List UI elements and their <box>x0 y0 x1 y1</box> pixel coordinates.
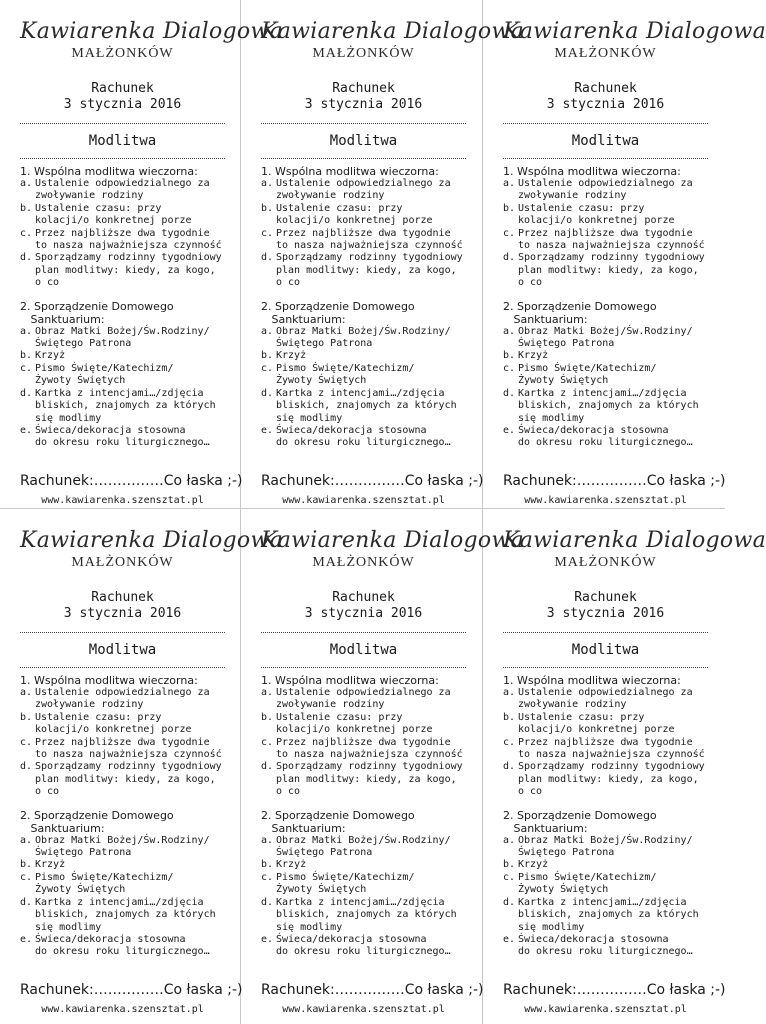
list-item <box>261 228 466 253</box>
list-item-text: Obraz Matki Bożej/Św.Rodziny/ Świętego Patrona <box>518 834 693 859</box>
list-item-text: Świeca/dekoracja stosowna do okresu roku liturgicznego… <box>276 424 451 449</box>
footer-payment-line: Rachunek:……………Co łaska ;-) <box>503 981 726 998</box>
list-item-marker: d. <box>503 252 516 264</box>
logo-script-text: Kawiarenka Dialogowa <box>261 528 525 553</box>
list-item-marker: a. <box>261 325 274 337</box>
logo <box>503 18 766 68</box>
list-item-marker: e. <box>20 933 33 945</box>
prayer-group-1 <box>503 165 708 290</box>
logo-subtitle: MAŁŻONKÓW <box>71 555 174 570</box>
list-item-marker: a. <box>503 325 516 337</box>
list-item-marker: e. <box>503 933 516 945</box>
list-item-marker: d. <box>503 896 516 908</box>
list-item-marker: a. <box>261 687 274 698</box>
prayer-group-2 <box>261 300 466 450</box>
dotted-divider <box>503 158 708 159</box>
receipt-heading: Rachunek <box>574 81 637 96</box>
logo-subtitle: MAŁŻONKÓW <box>554 555 657 570</box>
list-item-marker: c. <box>20 736 33 748</box>
list-item-text: Pismo Święte/Katechizm/ Żywoty Świętych <box>518 871 657 896</box>
group-2-list <box>503 326 708 450</box>
list-item <box>261 178 466 203</box>
list-item-text: Sporządzamy rodzinny tygodniowy plan modlitwy: kiedy, za kogo, o co <box>35 761 222 798</box>
list-item-marker: d. <box>261 252 274 264</box>
receipt-card <box>483 509 766 1024</box>
section-title: Modlitwa <box>571 642 640 658</box>
list-item <box>261 737 466 762</box>
section-title: Modlitwa <box>329 133 398 149</box>
list-item-marker: b. <box>20 859 33 871</box>
list-item-text: Kartka z intencjami…/zdjęcia bliskich, znajomych za których się modlimy <box>35 896 216 933</box>
list-item-marker: c. <box>503 736 516 748</box>
list-item <box>503 252 708 289</box>
prayer-group-2 <box>20 809 225 959</box>
group-2-list <box>261 835 466 959</box>
list-item <box>261 252 466 289</box>
list-item-text: Sporządzamy rodzinny tygodniowy plan modlitwy: kiedy, za kogo, o co <box>276 761 463 798</box>
prayer-group-1 <box>261 674 466 799</box>
list-item-marker: c. <box>20 871 33 883</box>
receipt-card <box>241 0 525 509</box>
footer-payment-line: Rachunek:……………Co łaska ;-) <box>261 472 484 489</box>
list-item <box>503 835 708 860</box>
list-item <box>20 897 225 934</box>
receipt-heading: Rachunek <box>574 590 637 605</box>
list-item-marker: c. <box>20 362 33 374</box>
list-item <box>261 897 466 934</box>
list-item-text: Sporządzamy rodzinny tygodniowy plan modlitwy: kiedy, za kogo, o co <box>518 761 705 798</box>
list-item-text: Przez najbliższe dwa tygodnie to nasza najważniejsza czynność <box>35 736 222 761</box>
list-item-text: Kartka z intencjami…/zdjęcia bliskich, znajomych za których się modlimy <box>276 896 457 933</box>
list-item-marker: c. <box>503 871 516 883</box>
receipt-heading: Rachunek <box>91 590 154 605</box>
dotted-divider <box>261 123 466 124</box>
receipt-content <box>20 527 284 1015</box>
list-item <box>261 859 466 871</box>
list-item-text: Ustalenie czasu: przy kolacji/o konkretnej porze <box>35 202 192 227</box>
group-2-list <box>20 835 225 959</box>
group-1-list <box>503 178 708 290</box>
list-item-marker: d. <box>20 896 33 908</box>
list-item-text: Krzyż <box>35 859 66 871</box>
list-item-text: Świeca/dekoracja stosowna do okresu roku liturgicznego… <box>35 424 210 449</box>
group-2-list <box>261 326 466 450</box>
list-item-text: Ustalenie odpowiedzialnego za zwoływanie rodziny <box>518 178 693 202</box>
list-item-marker: b. <box>503 859 516 871</box>
list-item-text: Ustalenie czasu: przy kolacji/o konkretnej porze <box>518 202 675 227</box>
group-1-title: 1. Wspólna modlitwa wieczorna: <box>261 674 439 687</box>
logo-script-text: Kawiarenka Dialogowa <box>20 528 284 553</box>
receipt-header <box>261 81 466 113</box>
receipt-date: 3 stycznia 2016 <box>63 97 182 112</box>
list-item <box>20 228 225 253</box>
footer-url: www.kawiarenka.szensztat.pl <box>282 1003 445 1015</box>
list-item-text: Obraz Matki Bożej/Św.Rodziny/ Świętego Patrona <box>518 325 693 350</box>
list-item-text: Ustalenie czasu: przy kolacji/o konkretnej porze <box>276 202 433 227</box>
list-item-text: Krzyż <box>518 859 549 871</box>
group-1-list <box>261 687 466 799</box>
receipt-date: 3 stycznia 2016 <box>546 97 665 112</box>
list-item-text: Kartka z intencjami…/zdjęcia bliskich, znajomych za których się modlimy <box>276 387 457 424</box>
list-item <box>20 737 225 762</box>
list-item-marker: b. <box>261 202 274 214</box>
logo <box>20 527 284 577</box>
list-item-text: Krzyż <box>276 350 307 362</box>
logo <box>20 18 284 68</box>
list-item <box>20 425 225 450</box>
receipt-date: 3 stycznia 2016 <box>304 97 423 112</box>
receipt-header <box>20 590 225 622</box>
list-item-marker: b. <box>503 711 516 723</box>
list-item <box>261 326 466 351</box>
list-item <box>503 203 708 228</box>
list-item <box>261 835 466 860</box>
list-item-marker: d. <box>503 761 516 773</box>
list-item-text: Krzyż <box>518 350 549 362</box>
prayer-group-2 <box>503 809 708 959</box>
group-2-title: 2. Sporządzenie Domowego Sanktuarium: <box>261 808 415 835</box>
receipt-date: 3 stycznia 2016 <box>304 606 423 621</box>
logo-subtitle: MAŁŻONKÓW <box>71 46 174 61</box>
list-item-marker: d. <box>503 387 516 399</box>
list-item-marker: b. <box>20 350 33 362</box>
list-item <box>503 934 708 959</box>
receipt-content <box>503 18 766 506</box>
list-item-text: Pismo Święte/Katechizm/ Żywoty Świętych <box>276 871 415 896</box>
group-1-title: 1. Wspólna modlitwa wieczorna: <box>503 165 681 178</box>
section-title: Modlitwa <box>329 642 398 658</box>
list-item <box>261 388 466 425</box>
list-item-marker: b. <box>20 202 33 214</box>
list-item <box>20 872 225 897</box>
logo-subtitle: MAŁŻONKÓW <box>554 46 657 61</box>
receipt-heading: Rachunek <box>91 81 154 96</box>
list-item-marker: a. <box>503 687 516 698</box>
receipt-date: 3 stycznia 2016 <box>546 606 665 621</box>
list-item-text: Ustalenie odpowiedzialnego za zwoływanie rodziny <box>35 687 210 711</box>
list-item <box>261 872 466 897</box>
dotted-divider <box>261 632 466 633</box>
prayer-group-2 <box>503 300 708 450</box>
footer-payment-line: Rachunek:……………Co łaska ;-) <box>261 981 484 998</box>
logo <box>261 527 525 577</box>
list-item-marker: a. <box>20 325 33 337</box>
list-item-marker: a. <box>503 834 516 846</box>
list-item-marker: e. <box>20 424 33 436</box>
list-item <box>20 203 225 228</box>
list-item <box>261 425 466 450</box>
dotted-divider <box>261 158 466 159</box>
list-item <box>503 363 708 388</box>
group-1-list <box>20 687 225 799</box>
footer-payment-line: Rachunek:……………Co łaska ;-) <box>20 472 243 489</box>
list-item-marker: c. <box>261 871 274 883</box>
footer-url: www.kawiarenka.szensztat.pl <box>41 1003 204 1015</box>
list-item-text: Sporządzamy rodzinny tygodniowy plan modlitwy: kiedy, za kogo, o co <box>35 252 222 289</box>
dotted-divider <box>20 158 225 159</box>
list-item <box>20 835 225 860</box>
footer-payment-line: Rachunek:……………Co łaska ;-) <box>503 472 726 489</box>
list-item-text: Ustalenie czasu: przy kolacji/o konkretnej porze <box>518 711 675 736</box>
group-1-list <box>261 178 466 290</box>
footer-url: www.kawiarenka.szensztat.pl <box>282 494 445 506</box>
dotted-divider <box>20 632 225 633</box>
receipt-card <box>0 0 284 509</box>
list-item <box>20 859 225 871</box>
dotted-divider <box>261 667 466 668</box>
logo-script-text: Kawiarenka Dialogowa <box>20 19 284 44</box>
prayer-group-1 <box>503 674 708 799</box>
list-item-text: Ustalenie czasu: przy kolacji/o konkretnej porze <box>276 711 433 736</box>
list-item-text: Obraz Matki Bożej/Św.Rodziny/ Świętego Patrona <box>35 325 210 350</box>
list-item-text: Obraz Matki Bożej/Św.Rodziny/ Świętego Patrona <box>35 834 210 859</box>
list-item <box>20 712 225 737</box>
list-item-text: Ustalenie odpowiedzialnego za zwoływanie rodziny <box>276 687 451 711</box>
list-item-text: Ustalenie odpowiedzialnego za zwoływanie rodziny <box>276 178 451 202</box>
list-item <box>20 350 225 362</box>
list-item-text: Sporządzamy rodzinny tygodniowy plan modlitwy: kiedy, za kogo, o co <box>518 252 705 289</box>
dotted-divider <box>503 632 708 633</box>
list-item-text: Świeca/dekoracja stosowna do okresu roku liturgicznego… <box>518 933 693 958</box>
list-item-marker: c. <box>503 362 516 374</box>
group-2-title: 2. Sporządzenie Domowego Sanktuarium: <box>503 299 657 326</box>
list-item-text: Świeca/dekoracja stosowna do okresu roku liturgicznego… <box>518 424 693 449</box>
list-item <box>261 203 466 228</box>
group-1-list <box>503 687 708 799</box>
list-item <box>503 712 708 737</box>
list-item <box>20 363 225 388</box>
group-1-title: 1. Wspólna modlitwa wieczorna: <box>503 674 681 687</box>
list-item <box>503 737 708 762</box>
list-item <box>20 326 225 351</box>
list-item-marker: d. <box>261 761 274 773</box>
list-item-marker: a. <box>261 834 274 846</box>
receipt-content <box>20 18 284 506</box>
logo-script-text: Kawiarenka Dialogowa <box>261 19 525 44</box>
list-item <box>503 326 708 351</box>
list-item <box>503 872 708 897</box>
prayer-group-1 <box>261 165 466 290</box>
list-item-text: Pismo Święte/Katechizm/ Żywoty Świętych <box>518 362 657 387</box>
list-item-text: Przez najbliższe dwa tygodnie to nasza najważniejsza czynność <box>276 736 463 761</box>
list-item <box>20 934 225 959</box>
list-item-text: Krzyż <box>35 350 66 362</box>
list-item-marker: d. <box>20 252 33 264</box>
group-1-title: 1. Wspólna modlitwa wieczorna: <box>261 165 439 178</box>
group-1-list <box>20 178 225 290</box>
list-item <box>503 388 708 425</box>
list-item <box>20 687 225 712</box>
list-item-marker: d. <box>261 387 274 399</box>
list-item-text: Kartka z intencjami…/zdjęcia bliskich, znajomych za których się modlimy <box>518 387 699 424</box>
list-item-marker: a. <box>20 178 33 189</box>
receipt-header <box>503 81 708 113</box>
group-2-list <box>20 326 225 450</box>
list-item <box>503 897 708 934</box>
receipt-content <box>503 527 766 1015</box>
prayer-group-2 <box>20 300 225 450</box>
group-1-title: 1. Wspólna modlitwa wieczorna: <box>20 165 198 178</box>
list-item <box>503 350 708 362</box>
list-item-text: Przez najbliższe dwa tygodnie to nasza najważniejsza czynność <box>35 227 222 252</box>
group-1-title: 1. Wspólna modlitwa wieczorna: <box>20 674 198 687</box>
list-item-marker: e. <box>261 933 274 945</box>
list-item-marker: e. <box>261 424 274 436</box>
list-item <box>261 934 466 959</box>
receipt-heading: Rachunek <box>332 590 395 605</box>
receipt-content <box>261 18 525 506</box>
group-2-title: 2. Sporządzenie Domowego Sanktuarium: <box>20 299 174 326</box>
dotted-divider <box>20 667 225 668</box>
list-item <box>503 425 708 450</box>
list-item-marker: b. <box>20 711 33 723</box>
list-item-text: Świeca/dekoracja stosowna do okresu roku liturgicznego… <box>35 933 210 958</box>
list-item <box>503 228 708 253</box>
logo-script-text: Kawiarenka Dialogowa <box>503 528 766 553</box>
list-item-marker: c. <box>261 362 274 374</box>
list-item-marker: a. <box>261 178 274 189</box>
list-item-marker: e. <box>503 424 516 436</box>
group-2-list <box>503 835 708 959</box>
footer-url: www.kawiarenka.szensztat.pl <box>41 494 204 506</box>
list-item-text: Przez najbliższe dwa tygodnie to nasza najważniejsza czynność <box>276 227 463 252</box>
receipt-content <box>261 527 525 1015</box>
list-item-marker: c. <box>503 227 516 239</box>
list-item-marker: b. <box>261 350 274 362</box>
footer-url: www.kawiarenka.szensztat.pl <box>524 1003 687 1015</box>
logo-subtitle: MAŁŻONKÓW <box>312 555 415 570</box>
list-item-marker: a. <box>503 178 516 189</box>
list-item-text: Przez najbliższe dwa tygodnie to nasza najważniejsza czynność <box>518 736 705 761</box>
list-item <box>20 178 225 203</box>
section-title: Modlitwa <box>88 133 157 149</box>
logo <box>261 18 525 68</box>
list-item-marker: c. <box>261 227 274 239</box>
list-item <box>20 252 225 289</box>
list-item-text: Kartka z intencjami…/zdjęcia bliskich, znajomych za których się modlimy <box>518 896 699 933</box>
list-item-text: Przez najbliższe dwa tygodnie to nasza najważniejsza czynność <box>518 227 705 252</box>
footer-payment-line: Rachunek:……………Co łaska ;-) <box>20 981 243 998</box>
logo <box>503 527 766 577</box>
receipt-header <box>503 590 708 622</box>
list-item <box>261 350 466 362</box>
list-item-marker: c. <box>20 227 33 239</box>
receipt-header <box>20 81 225 113</box>
list-item-marker: b. <box>503 350 516 362</box>
list-item-text: Krzyż <box>276 859 307 871</box>
prayer-group-1 <box>20 165 225 290</box>
section-title: Modlitwa <box>571 133 640 149</box>
prayer-group-1 <box>20 674 225 799</box>
list-item-marker: d. <box>261 896 274 908</box>
list-item-text: Ustalenie odpowiedzialnego za zwoływanie rodziny <box>518 687 693 711</box>
list-item <box>261 363 466 388</box>
dotted-divider <box>503 123 708 124</box>
list-item-text: Obraz Matki Bożej/Św.Rodziny/ Świętego Patrona <box>276 325 451 350</box>
list-item-marker: b. <box>261 711 274 723</box>
list-item-marker: a. <box>20 834 33 846</box>
prayer-group-2 <box>261 809 466 959</box>
receipt-card <box>483 0 766 509</box>
list-item-text: Świeca/dekoracja stosowna do okresu roku liturgicznego… <box>276 933 451 958</box>
receipt-card <box>241 509 525 1024</box>
list-item-marker: c. <box>261 736 274 748</box>
dotted-divider <box>503 667 708 668</box>
group-2-title: 2. Sporządzenie Domowego Sanktuarium: <box>261 299 415 326</box>
group-2-title: 2. Sporządzenie Domowego Sanktuarium: <box>20 808 174 835</box>
list-item-marker: b. <box>261 859 274 871</box>
section-title: Modlitwa <box>88 642 157 658</box>
list-item-text: Pismo Święte/Katechizm/ Żywoty Świętych <box>35 871 174 896</box>
list-item <box>261 761 466 798</box>
logo-subtitle: MAŁŻONKÓW <box>312 46 415 61</box>
list-item-text: Obraz Matki Bożej/Św.Rodziny/ Świętego Patrona <box>276 834 451 859</box>
list-item-marker: d. <box>20 761 33 773</box>
list-item-marker: a. <box>20 687 33 698</box>
list-item-text: Kartka z intencjami…/zdjęcia bliskich, znajomych za których się modlimy <box>35 387 216 424</box>
list-item-text: Ustalenie czasu: przy kolacji/o konkretnej porze <box>35 711 192 736</box>
list-item <box>503 859 708 871</box>
list-item <box>503 178 708 203</box>
list-item-text: Ustalenie odpowiedzialnego za zwoływanie rodziny <box>35 178 210 202</box>
group-2-title: 2. Sporządzenie Domowego Sanktuarium: <box>503 808 657 835</box>
dotted-divider <box>20 123 225 124</box>
list-item-text: Pismo Święte/Katechizm/ Żywoty Świętych <box>35 362 174 387</box>
list-item <box>261 712 466 737</box>
receipt-header <box>261 590 466 622</box>
receipt-heading: Rachunek <box>332 81 395 96</box>
list-item <box>261 687 466 712</box>
list-item-text: Pismo Święte/Katechizm/ Żywoty Świętych <box>276 362 415 387</box>
footer-url: www.kawiarenka.szensztat.pl <box>524 494 687 506</box>
list-item <box>20 388 225 425</box>
logo-script-text: Kawiarenka Dialogowa <box>503 19 766 44</box>
list-item-text: Sporządzamy rodzinny tygodniowy plan modlitwy: kiedy, za kogo, o co <box>276 252 463 289</box>
list-item-marker: b. <box>503 202 516 214</box>
receipt-card <box>0 509 284 1024</box>
list-item-marker: d. <box>20 387 33 399</box>
list-item <box>503 687 708 712</box>
list-item <box>503 761 708 798</box>
list-item <box>20 761 225 798</box>
receipt-date: 3 stycznia 2016 <box>63 606 182 621</box>
